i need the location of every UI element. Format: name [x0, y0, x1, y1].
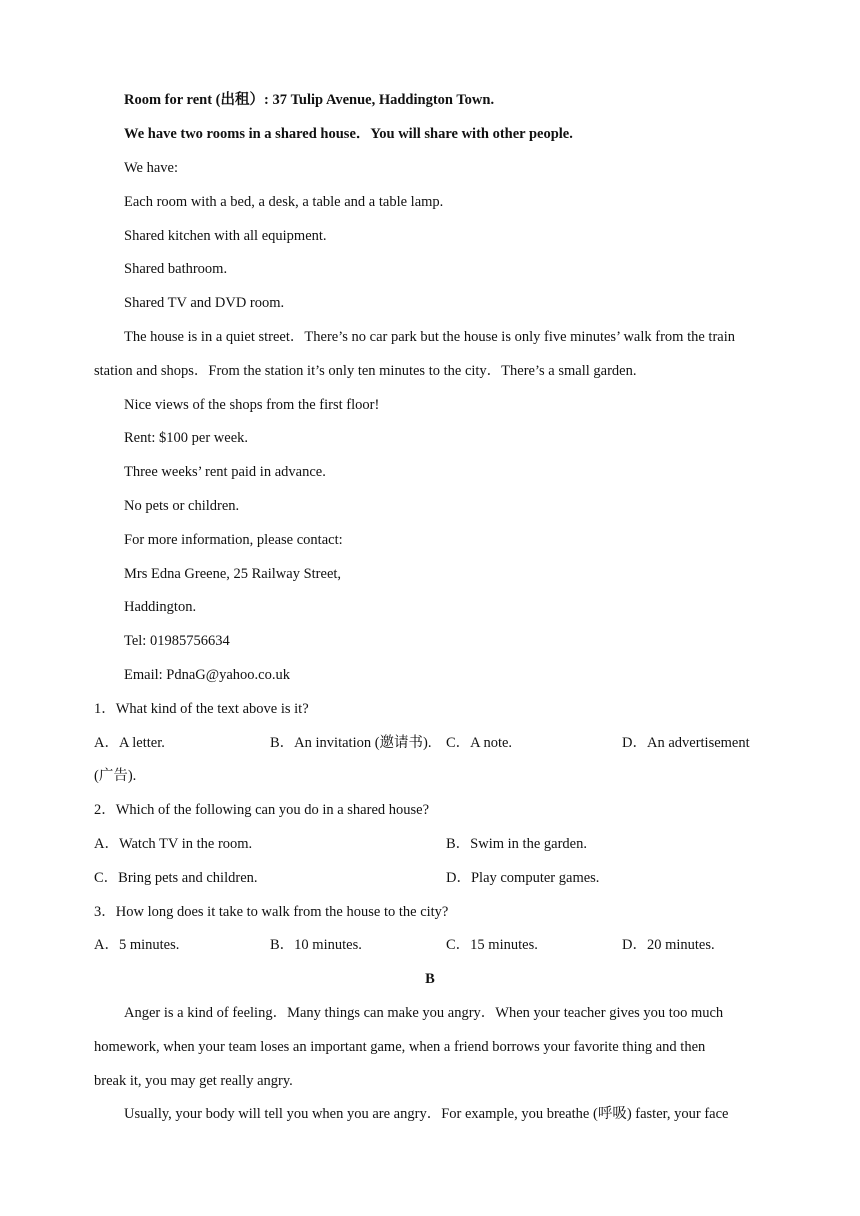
ad-no-pets: No pets or children. [124, 498, 240, 514]
ad-we-have: We have: [124, 160, 178, 176]
passage-line: break it, you may get really angry. [94, 1073, 293, 1089]
passage-line: Usually, your body will tell you when you are angry．For example, you breathe (呼吸) faster, your face [124, 1106, 729, 1122]
option-c: C．15 minutes. [446, 937, 538, 953]
option-b: B．An invitation (邀请书). [270, 735, 432, 751]
option-a: A．Watch TV in the room. [94, 836, 253, 852]
ad-rent: Rent: $100 per week. [124, 430, 249, 446]
passage-line: Anger is a kind of feeling．Many things can make you angry．When your teacher gives you too much [124, 1005, 724, 1021]
option-c: C．A note. [446, 735, 513, 751]
ad-feature: Shared kitchen with all equipment. [124, 228, 327, 244]
option-d: D．20 minutes. [622, 937, 715, 953]
option-d: D．An advertisement [622, 735, 750, 751]
option-c: C．Bring pets and children. [94, 870, 258, 886]
option-b: B．10 minutes. [270, 937, 362, 953]
ad-feature: Each room with a bed, a desk, a table and a table lamp. [124, 194, 444, 210]
ad-location-line: station and shops．From the station it’s only ten minutes to the city．There’s a small garden. [94, 363, 637, 379]
ad-tel: Tel: 01985756634 [124, 633, 230, 649]
ad-feature: Shared bathroom. [124, 261, 228, 277]
ad-contact-intro: For more information, please contact: [124, 532, 343, 548]
option-a: A．5 minutes. [94, 937, 180, 953]
ad-intro: We have two rooms in a shared house．You will share with other people. [124, 126, 573, 142]
ad-heading: Room for rent (出租）: 37 Tulip Avenue, Haddington Town. [124, 92, 495, 108]
option-d-wrap: (广告). [94, 768, 137, 784]
ad-contact-town: Haddington. [124, 599, 197, 615]
ad-advance: Three weeks’ rent paid in advance. [124, 464, 326, 480]
question-text: 2．Which of the following can you do in a shared house? [94, 802, 430, 818]
ad-email: Email: PdnaG@yahoo.co.uk [124, 667, 290, 683]
ad-feature: Shared TV and DVD room. [124, 295, 285, 311]
section-label: B [425, 971, 435, 987]
passage-line: homework, when your team loses an important game, when a friend borrows your favorite thing and then [94, 1039, 706, 1055]
question-text: 3．How long does it take to walk from the house to the city? [94, 904, 449, 920]
option-a: A．A letter. [94, 735, 165, 751]
ad-contact-name: Mrs Edna Greene, 25 Railway Street, [124, 566, 342, 582]
ad-location-line: The house is in a quiet street．There’s no car park but the house is only five minutes’ walk from the train [124, 329, 735, 345]
option-b: B．Swim in the garden. [446, 836, 587, 852]
ad-views: Nice views of the shops from the first floor! [124, 397, 380, 413]
question-text: 1．What kind of the text above is it? [94, 701, 309, 717]
option-d: D．Play computer games. [446, 870, 600, 886]
